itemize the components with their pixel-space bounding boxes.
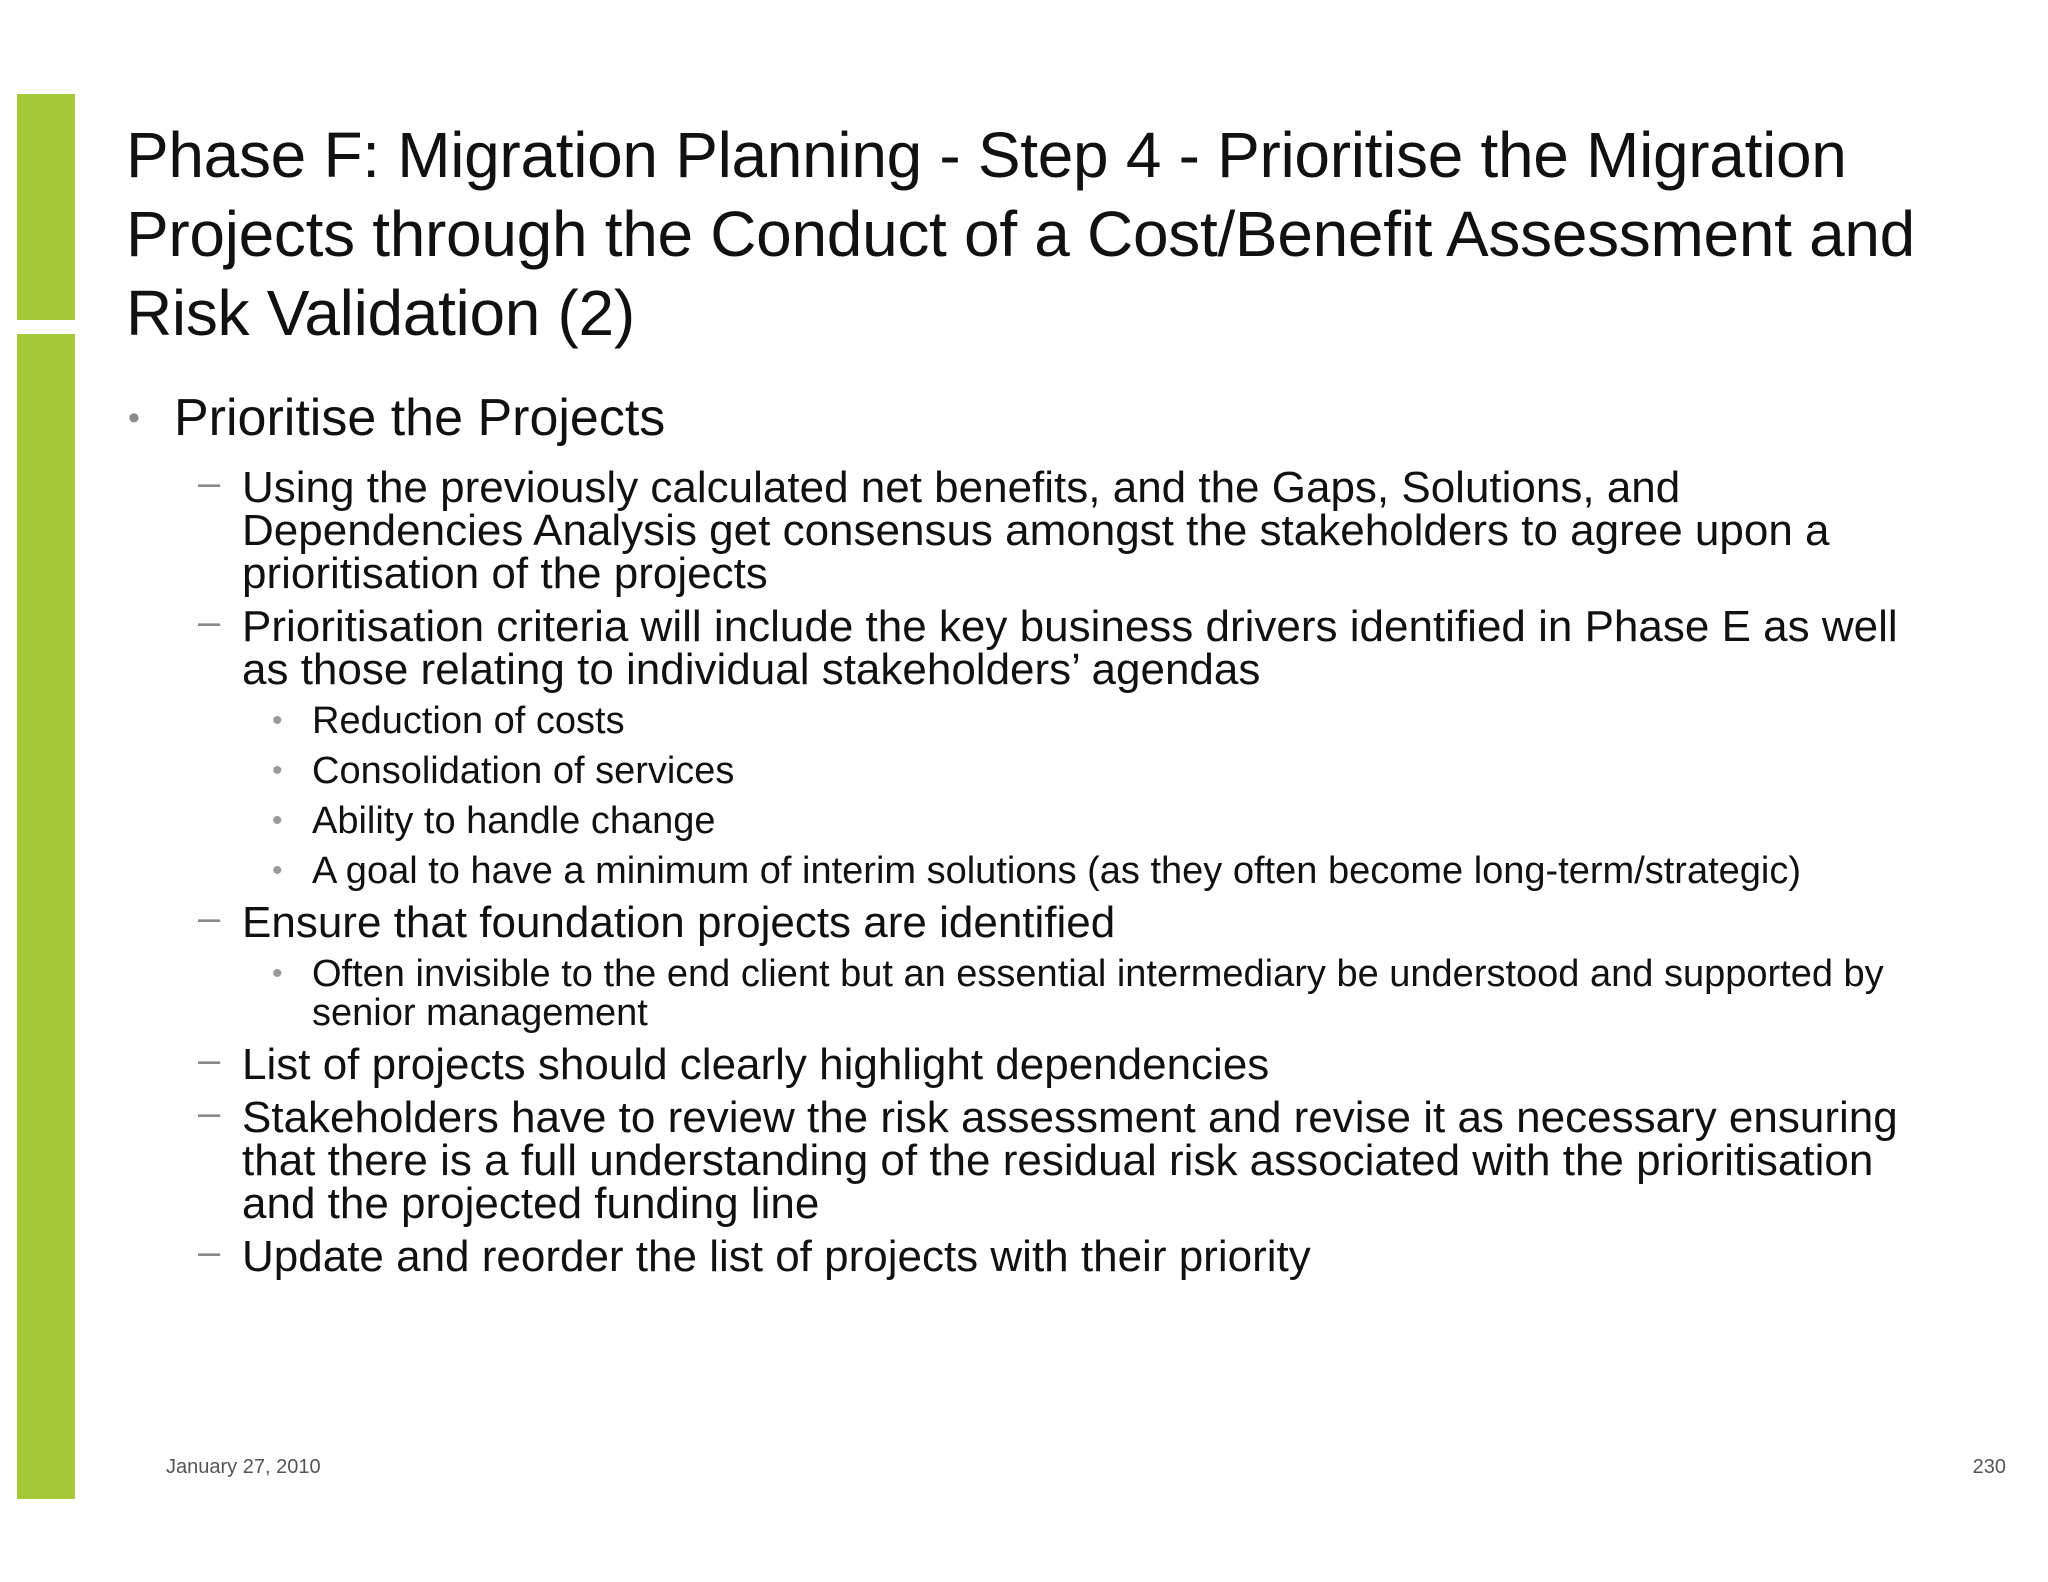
page-number: 230 [1972, 1456, 2006, 1478]
criteria-item [272, 800, 1926, 842]
bullet-text: Prioritise the Projects [174, 389, 666, 447]
foundation-detail-item [272, 953, 1926, 1034]
dash-marker: – [198, 1091, 221, 1135]
sub-bullet-text: Update and reorder the list of projects with their priority [242, 1232, 1311, 1281]
bullet-marker: • [128, 399, 140, 437]
criteria-text: Reduction of costs [312, 700, 625, 742]
bullet-marker: • [272, 754, 283, 787]
slide-body [126, 388, 1926, 1281]
dash-marker: – [198, 600, 221, 644]
criteria-text: A goal to have a minimum of interim solutions (as they often become long-term/strategic) [312, 850, 1802, 892]
criteria-item [272, 700, 1926, 742]
sub-bullet-text: Stakeholders have to review the risk assessment and revise it as necessary ensuring that there is a full understanding of the residual risk associated with the prioritisation and the projected funding line [242, 1093, 1898, 1228]
sub-bullet-text: Ensure that foundation projects are identified [242, 898, 1116, 947]
bullet-marker: • [272, 704, 283, 737]
sub-bullet-text: Using the previously calculated net benefits, and the Gaps, Solutions, and Dependencies Analysis get consensus amongst the stakeholders to agree upon a prioritisation of the projects [242, 463, 1830, 598]
sub-bullet [198, 896, 1926, 947]
bullet-marker: • [272, 957, 283, 990]
sub-bullet [198, 1091, 1926, 1228]
criteria-item [272, 750, 1926, 792]
sub-bullet [198, 1230, 1926, 1281]
bullet-level1 [126, 388, 1926, 448]
criteria-text: Consolidation of services [312, 750, 735, 792]
sub-bullet [198, 461, 1926, 598]
accent-bar-bottom [17, 334, 75, 1499]
dash-marker: – [198, 461, 221, 505]
dash-marker: – [198, 1038, 221, 1082]
bullet-marker: • [272, 854, 283, 887]
slide-title: Phase F: Migration Planning - Step 4 - Prioritise the Migration Projects through the Conduct of a Cost/Benefit Assessment and Risk Validation (2) [126, 119, 1915, 349]
criteria-text: Ability to handle change [312, 800, 716, 842]
dash-marker: – [198, 896, 221, 940]
foundation-detail-text: Often invisible to the end client but an essential intermediary be understood and supported by senior management [312, 953, 1884, 1034]
accent-bar-top [17, 94, 75, 320]
sub-bullet-text: Prioritisation criteria will include the key business drivers identified in Phase E as well as those relating to individual stakeholders’ agendas [242, 602, 1898, 694]
footer-date: January 27, 2010 [166, 1456, 321, 1478]
criteria-item [272, 850, 1926, 892]
sub-bullet-list [126, 461, 1926, 1281]
sub-bullet-text: List of projects should clearly highlight dependencies [242, 1040, 1270, 1089]
sub-bullet [198, 600, 1926, 694]
bullet-marker: • [272, 804, 283, 837]
dash-marker: – [198, 1230, 221, 1274]
sub-bullet [198, 1038, 1926, 1089]
